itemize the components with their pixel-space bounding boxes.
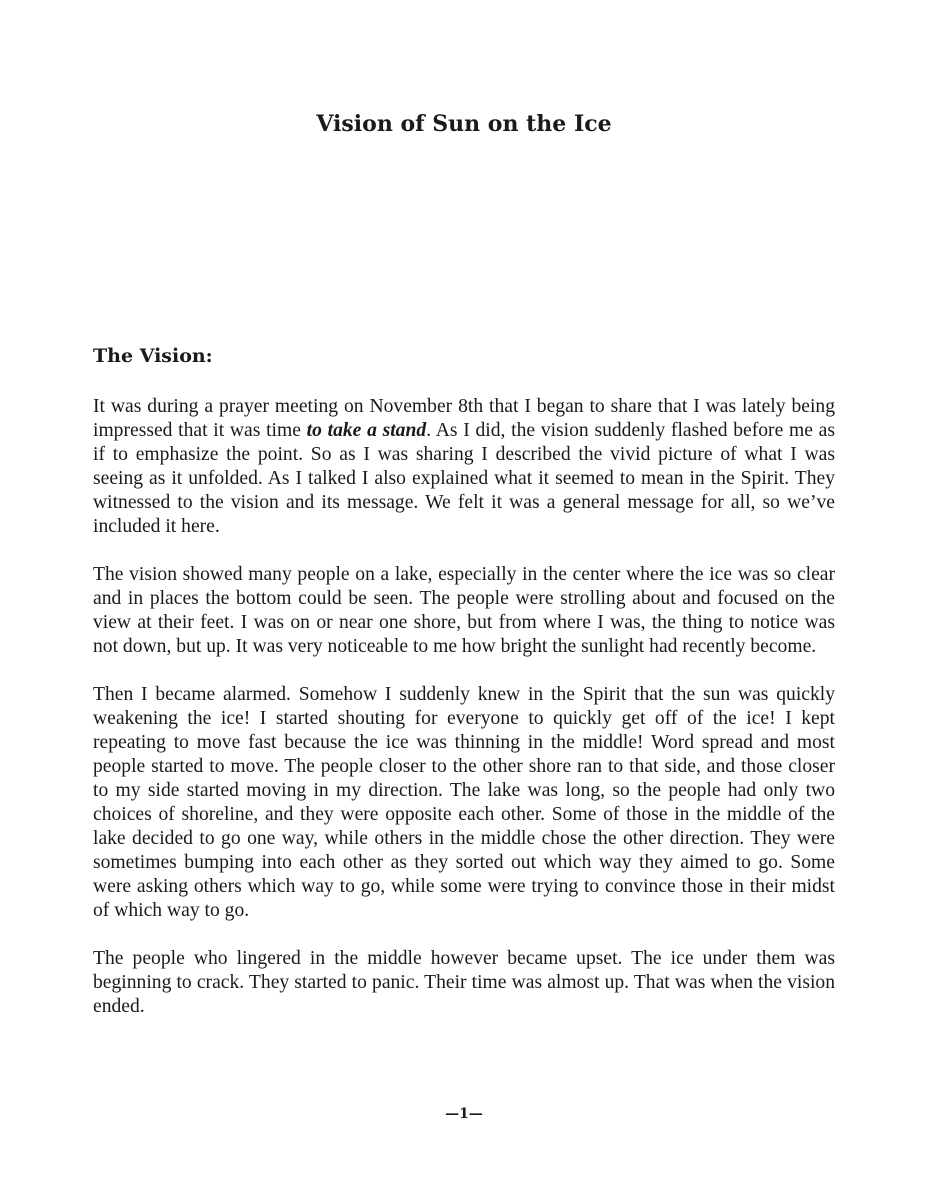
section-heading: The Vision: <box>93 345 213 367</box>
paragraph-1-rest: . As I did, the vision suddenly flashed before me as if to emphasize the point. So as I was sharing I described the vivid picture of what I was seeing as it unfolded. As I talked I also explained what it seemed to mean in the Spirit. They witnessed to the vision and its message. We felt it was a general message for all, so we’ve included it here. <box>93 420 835 537</box>
page-number: —1— <box>445 1106 483 1122</box>
paragraph-1-intro: It was during a prayer meeting on November 8th that I began to share that I was lately being impressed that it was time <box>93 396 835 441</box>
emphasis-take-a-stand: to take a stand <box>306 420 427 441</box>
paragraph-4: The people who lingered in the middle however became upset. The ice under them was beginning to crack. They started to panic. Their time was almost up. That was when the vision ended. <box>93 948 835 1017</box>
body-text <box>93 395 835 1043</box>
paragraph-2: The vision showed many people on a lake, especially in the center where the ice was so clear and in places the bottom could be seen. The people were strolling about and focused on the view at their feet. I was on or near one shore, but from where I was, the thing to notice was not down, but up. It was very noticeable to me how bright the sunlight had recently become. <box>93 564 835 657</box>
paragraph-3: Then I became alarmed. Somehow I suddenly knew in the Spirit that the sun was quickly weakening the ice! I started shouting for everyone to quickly get off of the ice! I kept repeating to move fast because the ice was thinning in the middle! Word spread and most people started to move. The people closer to the other shore ran to that side, and those closer to my side started moving in my direction. The lake was long, so the people had only two choices of shoreline, and they were opposite each other. Some of those in the middle of the lake decided to go one way, while others in the middle chose the other direction. They were sometimes bumping into each other as they sorted out which way they aimed to go. Some were asking others which way to go, while some were trying to convince those in their midst of which way to go. <box>93 684 835 921</box>
paragraph-1 <box>93 395 835 539</box>
page-title: Vision of Sun on the Ice <box>316 111 612 137</box>
